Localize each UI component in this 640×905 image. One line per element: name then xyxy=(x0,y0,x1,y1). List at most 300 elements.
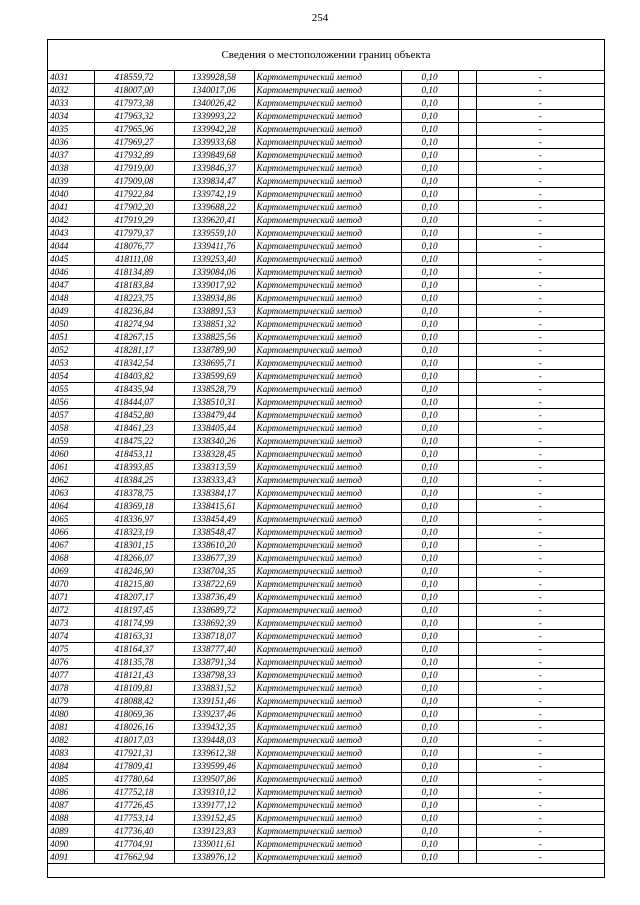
empty-cell xyxy=(458,851,476,864)
determination-method: Картометрический метод xyxy=(254,253,401,266)
table-row xyxy=(48,487,604,500)
coordinate-x: 417963,32 xyxy=(94,110,174,123)
table-row xyxy=(48,630,604,643)
empty-cell xyxy=(458,552,476,565)
table-row xyxy=(48,565,604,578)
coordinate-y: 1339742,19 xyxy=(174,188,254,201)
point-number: 4061 xyxy=(48,461,94,474)
point-number: 4079 xyxy=(48,695,94,708)
precision-value: 0,10 xyxy=(401,461,458,474)
table-row xyxy=(48,851,604,864)
determination-method: Картометрический метод xyxy=(254,422,401,435)
empty-cell xyxy=(458,409,476,422)
empty-cell xyxy=(458,318,476,331)
precision-value: 0,10 xyxy=(401,357,458,370)
determination-method: Картометрический метод xyxy=(254,435,401,448)
table-row xyxy=(48,292,604,305)
point-number: 4059 xyxy=(48,435,94,448)
coordinate-y: 1338510,31 xyxy=(174,396,254,409)
table-row xyxy=(48,201,604,214)
precision-value: 0,10 xyxy=(401,721,458,734)
determination-method: Картометрический метод xyxy=(254,812,401,825)
empty-cell xyxy=(458,799,476,812)
table-row xyxy=(48,500,604,513)
note-value: - xyxy=(476,721,604,734)
coordinate-y: 1338736,49 xyxy=(174,591,254,604)
coordinate-y: 1339599,46 xyxy=(174,760,254,773)
coordinates-table-body xyxy=(48,71,604,864)
table-row xyxy=(48,331,604,344)
precision-value: 0,10 xyxy=(401,188,458,201)
empty-cell xyxy=(458,331,476,344)
coordinate-y: 1339237,46 xyxy=(174,708,254,721)
determination-method: Картометрический метод xyxy=(254,227,401,240)
determination-method: Картометрический метод xyxy=(254,539,401,552)
coordinate-x: 417902,20 xyxy=(94,201,174,214)
empty-cell xyxy=(458,71,476,84)
coordinate-x: 417809,41 xyxy=(94,760,174,773)
coordinate-y: 1339933,68 xyxy=(174,136,254,149)
coordinate-y: 1339993,22 xyxy=(174,110,254,123)
coordinate-y: 1339612,38 xyxy=(174,747,254,760)
point-number: 4080 xyxy=(48,708,94,721)
coordinate-y: 1338851,32 xyxy=(174,318,254,331)
note-value: - xyxy=(476,123,604,136)
table-row xyxy=(48,552,604,565)
table-title: Сведения о местоположении границ объекта xyxy=(48,40,604,71)
precision-value: 0,10 xyxy=(401,344,458,357)
precision-value: 0,10 xyxy=(401,591,458,604)
table-row xyxy=(48,474,604,487)
empty-cell xyxy=(458,630,476,643)
empty-cell xyxy=(458,669,476,682)
determination-method: Картометрический метод xyxy=(254,747,401,760)
coordinate-x: 418384,25 xyxy=(94,474,174,487)
point-number: 4050 xyxy=(48,318,94,331)
precision-value: 0,10 xyxy=(401,149,458,162)
coordinate-x: 418336,97 xyxy=(94,513,174,526)
note-value: - xyxy=(476,71,604,84)
precision-value: 0,10 xyxy=(401,123,458,136)
table-row xyxy=(48,461,604,474)
point-number: 4045 xyxy=(48,253,94,266)
note-value: - xyxy=(476,448,604,461)
empty-cell xyxy=(458,136,476,149)
precision-value: 0,10 xyxy=(401,227,458,240)
precision-value: 0,10 xyxy=(401,136,458,149)
table-row xyxy=(48,305,604,318)
determination-method: Картометрический метод xyxy=(254,695,401,708)
coordinate-x: 418017,03 xyxy=(94,734,174,747)
determination-method: Картометрический метод xyxy=(254,617,401,630)
point-number: 4038 xyxy=(48,162,94,175)
table-row xyxy=(48,591,604,604)
empty-cell xyxy=(458,526,476,539)
coordinate-y: 1339017,92 xyxy=(174,279,254,292)
precision-value: 0,10 xyxy=(401,760,458,773)
coordinate-y: 1338328,45 xyxy=(174,448,254,461)
coordinate-x: 417969,27 xyxy=(94,136,174,149)
coordinate-y: 1339942,28 xyxy=(174,123,254,136)
precision-value: 0,10 xyxy=(401,305,458,318)
note-value: - xyxy=(476,760,604,773)
note-value: - xyxy=(476,253,604,266)
empty-cell xyxy=(458,539,476,552)
coordinate-y: 1338313,59 xyxy=(174,461,254,474)
note-value: - xyxy=(476,344,604,357)
precision-value: 0,10 xyxy=(401,565,458,578)
precision-value: 0,10 xyxy=(401,500,458,513)
coordinate-y: 1338599,69 xyxy=(174,370,254,383)
note-value: - xyxy=(476,370,604,383)
precision-value: 0,10 xyxy=(401,617,458,630)
empty-cell xyxy=(458,149,476,162)
coordinate-y: 1338415,61 xyxy=(174,500,254,513)
note-value: - xyxy=(476,630,604,643)
note-value: - xyxy=(476,812,604,825)
point-number: 4048 xyxy=(48,292,94,305)
table-row xyxy=(48,409,604,422)
point-number: 4057 xyxy=(48,409,94,422)
coordinate-x: 417979,37 xyxy=(94,227,174,240)
coordinate-x: 418207,17 xyxy=(94,591,174,604)
determination-method: Картометрический метод xyxy=(254,279,401,292)
table-row xyxy=(48,253,604,266)
empty-cell xyxy=(458,292,476,305)
table-row xyxy=(48,318,604,331)
determination-method: Картометрический метод xyxy=(254,682,401,695)
coordinate-y: 1339620,41 xyxy=(174,214,254,227)
empty-cell xyxy=(458,773,476,786)
determination-method: Картометрический метод xyxy=(254,825,401,838)
coordinate-y: 1339152,45 xyxy=(174,812,254,825)
note-value: - xyxy=(476,617,604,630)
point-number: 4036 xyxy=(48,136,94,149)
determination-method: Картометрический метод xyxy=(254,656,401,669)
determination-method: Картометрический метод xyxy=(254,240,401,253)
table-row xyxy=(48,812,604,825)
note-value: - xyxy=(476,851,604,864)
determination-method: Картометрический метод xyxy=(254,565,401,578)
precision-value: 0,10 xyxy=(401,773,458,786)
coordinate-y: 1338891,53 xyxy=(174,305,254,318)
table-row xyxy=(48,136,604,149)
empty-cell xyxy=(458,487,476,500)
precision-value: 0,10 xyxy=(401,422,458,435)
precision-value: 0,10 xyxy=(401,383,458,396)
empty-cell xyxy=(458,643,476,656)
table-row xyxy=(48,838,604,851)
point-number: 4046 xyxy=(48,266,94,279)
empty-cell xyxy=(458,214,476,227)
empty-cell xyxy=(458,721,476,734)
determination-method: Картометрический метод xyxy=(254,383,401,396)
point-number: 4058 xyxy=(48,422,94,435)
point-number: 4081 xyxy=(48,721,94,734)
point-number: 4089 xyxy=(48,825,94,838)
precision-value: 0,10 xyxy=(401,630,458,643)
note-value: - xyxy=(476,97,604,110)
precision-value: 0,10 xyxy=(401,409,458,422)
coordinate-x: 417973,38 xyxy=(94,97,174,110)
coordinate-y: 1338704,35 xyxy=(174,565,254,578)
coordinate-y: 1338722,69 xyxy=(174,578,254,591)
point-number: 4084 xyxy=(48,760,94,773)
coordinate-x: 417932,89 xyxy=(94,149,174,162)
point-number: 4073 xyxy=(48,617,94,630)
coordinate-x: 418453,11 xyxy=(94,448,174,461)
point-number: 4033 xyxy=(48,97,94,110)
point-number: 4071 xyxy=(48,591,94,604)
precision-value: 0,10 xyxy=(401,643,458,656)
empty-cell xyxy=(458,188,476,201)
precision-value: 0,10 xyxy=(401,279,458,292)
point-number: 4056 xyxy=(48,396,94,409)
coordinate-x: 418076,77 xyxy=(94,240,174,253)
precision-value: 0,10 xyxy=(401,552,458,565)
point-number: 4088 xyxy=(48,812,94,825)
note-value: - xyxy=(476,682,604,695)
table-row xyxy=(48,110,604,123)
determination-method: Картометрический метод xyxy=(254,123,401,136)
precision-value: 0,10 xyxy=(401,266,458,279)
coordinate-x: 418246,90 xyxy=(94,565,174,578)
note-value: - xyxy=(476,214,604,227)
page-number: 254 xyxy=(311,12,329,24)
precision-value: 0,10 xyxy=(401,474,458,487)
precision-value: 0,10 xyxy=(401,799,458,812)
empty-cell xyxy=(458,825,476,838)
determination-method: Картометрический метод xyxy=(254,604,401,617)
empty-cell xyxy=(458,201,476,214)
coordinate-y: 1338384,17 xyxy=(174,487,254,500)
determination-method: Картометрический метод xyxy=(254,513,401,526)
precision-value: 0,10 xyxy=(401,162,458,175)
empty-cell xyxy=(458,838,476,851)
precision-value: 0,10 xyxy=(401,110,458,123)
coordinate-y: 1338791,34 xyxy=(174,656,254,669)
coordinate-y: 1338695,71 xyxy=(174,357,254,370)
coordinate-x: 417726,45 xyxy=(94,799,174,812)
coordinate-y: 1338789,90 xyxy=(174,344,254,357)
precision-value: 0,10 xyxy=(401,253,458,266)
coordinate-x: 418267,15 xyxy=(94,331,174,344)
coordinate-x: 418378,75 xyxy=(94,487,174,500)
point-number: 4054 xyxy=(48,370,94,383)
note-value: - xyxy=(476,708,604,721)
table-row xyxy=(48,526,604,539)
determination-method: Картометрический метод xyxy=(254,370,401,383)
determination-method: Картометрический метод xyxy=(254,461,401,474)
note-value: - xyxy=(476,175,604,188)
point-number: 4037 xyxy=(48,149,94,162)
determination-method: Картометрический метод xyxy=(254,84,401,97)
coordinate-x: 418475,22 xyxy=(94,435,174,448)
precision-value: 0,10 xyxy=(401,71,458,84)
coordinate-x: 417662,94 xyxy=(94,851,174,864)
note-value: - xyxy=(476,643,604,656)
empty-cell xyxy=(458,383,476,396)
table-row xyxy=(48,383,604,396)
point-number: 4040 xyxy=(48,188,94,201)
note-value: - xyxy=(476,565,604,578)
table-row xyxy=(48,643,604,656)
table-row xyxy=(48,279,604,292)
coordinate-y: 1339846,37 xyxy=(174,162,254,175)
coordinate-x: 417965,96 xyxy=(94,123,174,136)
table-row xyxy=(48,539,604,552)
precision-value: 0,10 xyxy=(401,292,458,305)
table-row xyxy=(48,240,604,253)
coordinate-y: 1338454,49 xyxy=(174,513,254,526)
empty-cell xyxy=(458,708,476,721)
note-value: - xyxy=(476,786,604,799)
note-value: - xyxy=(476,838,604,851)
precision-value: 0,10 xyxy=(401,578,458,591)
precision-value: 0,10 xyxy=(401,851,458,864)
precision-value: 0,10 xyxy=(401,396,458,409)
note-value: - xyxy=(476,162,604,175)
point-number: 4032 xyxy=(48,84,94,97)
empty-cell xyxy=(458,97,476,110)
table-row xyxy=(48,669,604,682)
point-number: 4068 xyxy=(48,552,94,565)
table-row xyxy=(48,799,604,812)
coordinate-x: 417922,84 xyxy=(94,188,174,201)
coordinate-x: 418266,07 xyxy=(94,552,174,565)
table-row xyxy=(48,266,604,279)
empty-cell xyxy=(458,175,476,188)
coordinate-y: 1338777,40 xyxy=(174,643,254,656)
table-row xyxy=(48,357,604,370)
point-number: 4051 xyxy=(48,331,94,344)
empty-cell xyxy=(458,279,476,292)
coordinate-y: 1339688,22 xyxy=(174,201,254,214)
table-row xyxy=(48,435,604,448)
table-row xyxy=(48,448,604,461)
determination-method: Картометрический метод xyxy=(254,266,401,279)
precision-value: 0,10 xyxy=(401,448,458,461)
empty-cell xyxy=(458,734,476,747)
note-value: - xyxy=(476,513,604,526)
note-value: - xyxy=(476,695,604,708)
determination-method: Картометрический метод xyxy=(254,799,401,812)
determination-method: Картометрический метод xyxy=(254,97,401,110)
empty-cell xyxy=(458,266,476,279)
precision-value: 0,10 xyxy=(401,734,458,747)
coordinate-x: 417704,91 xyxy=(94,838,174,851)
coordinate-y: 1338528,79 xyxy=(174,383,254,396)
determination-method: Картометрический метод xyxy=(254,552,401,565)
determination-method: Картометрический метод xyxy=(254,448,401,461)
point-number: 4039 xyxy=(48,175,94,188)
coordinate-x: 418135,78 xyxy=(94,656,174,669)
determination-method: Картометрический метод xyxy=(254,305,401,318)
note-value: - xyxy=(476,500,604,513)
precision-value: 0,10 xyxy=(401,825,458,838)
precision-value: 0,10 xyxy=(401,331,458,344)
note-value: - xyxy=(476,383,604,396)
empty-cell xyxy=(458,435,476,448)
precision-value: 0,10 xyxy=(401,669,458,682)
coordinate-y: 1338333,43 xyxy=(174,474,254,487)
empty-cell xyxy=(458,396,476,409)
empty-cell xyxy=(458,344,476,357)
note-value: - xyxy=(476,331,604,344)
note-value: - xyxy=(476,422,604,435)
empty-cell xyxy=(458,786,476,799)
note-value: - xyxy=(476,487,604,500)
coordinate-x: 418452,80 xyxy=(94,409,174,422)
precision-value: 0,10 xyxy=(401,812,458,825)
determination-method: Картометрический метод xyxy=(254,71,401,84)
point-number: 4082 xyxy=(48,734,94,747)
note-value: - xyxy=(476,227,604,240)
empty-cell xyxy=(458,110,476,123)
determination-method: Картометрический метод xyxy=(254,526,401,539)
point-number: 4053 xyxy=(48,357,94,370)
point-number: 4035 xyxy=(48,123,94,136)
table-row xyxy=(48,214,604,227)
table-row xyxy=(48,123,604,136)
point-number: 4070 xyxy=(48,578,94,591)
empty-cell xyxy=(458,162,476,175)
determination-method: Картометрический метод xyxy=(254,149,401,162)
note-value: - xyxy=(476,357,604,370)
determination-method: Картометрический метод xyxy=(254,669,401,682)
coordinate-y: 1338548,47 xyxy=(174,526,254,539)
note-value: - xyxy=(476,734,604,747)
precision-value: 0,10 xyxy=(401,786,458,799)
note-value: - xyxy=(476,318,604,331)
precision-value: 0,10 xyxy=(401,318,458,331)
point-number: 4042 xyxy=(48,214,94,227)
coordinate-y: 1339849,68 xyxy=(174,149,254,162)
coordinate-y: 1338479,44 xyxy=(174,409,254,422)
empty-cell xyxy=(458,357,476,370)
empty-cell xyxy=(458,760,476,773)
coordinate-x: 418435,94 xyxy=(94,383,174,396)
determination-method: Картометрический метод xyxy=(254,487,401,500)
coordinate-y: 1339151,46 xyxy=(174,695,254,708)
determination-method: Картометрический метод xyxy=(254,110,401,123)
determination-method: Картометрический метод xyxy=(254,409,401,422)
empty-cell xyxy=(458,422,476,435)
precision-value: 0,10 xyxy=(401,747,458,760)
note-value: - xyxy=(476,136,604,149)
note-value: - xyxy=(476,773,604,786)
coordinate-y: 1338718,07 xyxy=(174,630,254,643)
coordinate-y: 1339411,76 xyxy=(174,240,254,253)
point-number: 4063 xyxy=(48,487,94,500)
determination-method: Картометрический метод xyxy=(254,201,401,214)
table-row xyxy=(48,84,604,97)
table-row xyxy=(48,604,604,617)
table-row xyxy=(48,71,604,84)
note-value: - xyxy=(476,266,604,279)
precision-value: 0,10 xyxy=(401,682,458,695)
table-row xyxy=(48,747,604,760)
precision-value: 0,10 xyxy=(401,526,458,539)
note-value: - xyxy=(476,149,604,162)
note-value: - xyxy=(476,279,604,292)
note-value: - xyxy=(476,539,604,552)
point-number: 4052 xyxy=(48,344,94,357)
note-value: - xyxy=(476,396,604,409)
coordinate-x: 418163,31 xyxy=(94,630,174,643)
table-row xyxy=(48,97,604,110)
coordinate-y: 1338689,72 xyxy=(174,604,254,617)
